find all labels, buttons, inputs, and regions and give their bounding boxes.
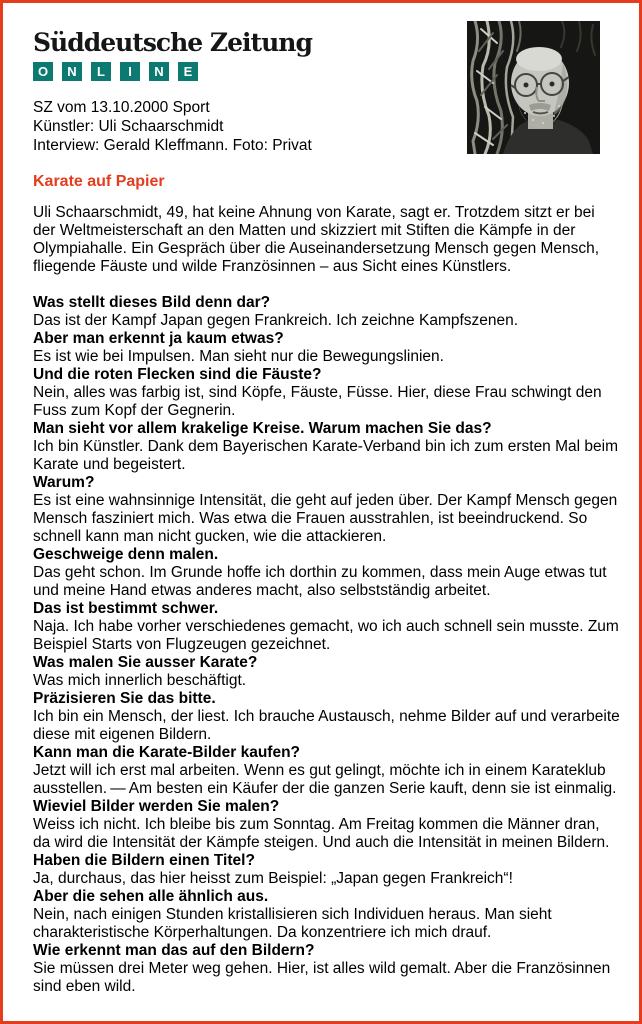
qa-answer: Ich bin Künstler. Dank dem Bayerischen Karate-Verband bin ich zum ersten Mal beim Karate und begeistert. xyxy=(33,438,618,473)
online-letterbox: N xyxy=(149,62,169,81)
online-letterbox: E xyxy=(178,62,198,81)
qa-question: Das ist bestimmt schwer. xyxy=(33,600,219,617)
qa-answer: Jetzt will ich erst mal arbeiten. Wenn es gut gelingt, möchte ich in einem Karateklub ausstellen. — Am besten ein Käufer der die ganzen Serie kauft, denn sie ist einmalig. xyxy=(33,762,617,797)
qa-answer: Ich bin ein Mensch, der liest. Ich brauche Austausch, nehme Bilder auf und verarbeite diese mit eigenen Bildern. xyxy=(33,708,620,743)
qa-question: Warum? xyxy=(33,474,95,491)
qa-question: Geschweige denn malen. xyxy=(33,546,219,563)
qa-list xyxy=(33,294,621,996)
qa-question: Kann man die Karate-Bilder kaufen? xyxy=(33,744,301,761)
qa-answer: Sie müssen drei Meter weg gehen. Hier, ist alles wild gemalt. Aber die Französinnen sind eben wild. xyxy=(33,960,611,995)
qa-question: Aber die sehen alle ähnlich aus. xyxy=(33,888,269,905)
qa-answer: Es ist eine wahnsinnige Intensität, die geht auf jeden über. Der Kampf Mensch gegen Mensch fasziniert mich. Was etwa die Frauen ausstrahlen, ist beeindruckend. So schnell kann man nicht gucken, wie die attackieren. xyxy=(33,492,618,545)
qa-answer: Was mich innerlich beschäftigt. xyxy=(33,672,247,689)
qa-question: Wie erkennt man das auf den Bildern? xyxy=(33,942,315,959)
sz-logo: Süddeutsche Zeitung xyxy=(33,28,312,57)
qa-question: Was malen Sie ausser Karate? xyxy=(33,654,258,671)
qa-answer: Ja, durchaus, das hier heisst zum Beispiel: „Japan gegen Frankreich“! xyxy=(33,870,513,887)
article-title: Karate auf Papier xyxy=(33,173,165,190)
qa-question: Haben die Bildern einen Titel? xyxy=(33,852,255,869)
qa-answer: Das geht schon. Im Grunde hoffe ich dorthin zu kommen, dass mein Auge etwas tut und meine Hand etwas anderes macht, also selbstständig arbeitet. xyxy=(33,564,607,599)
meta-artist: Künstler: Uli Schaarschmidt xyxy=(33,118,224,135)
qa-answer: Weiss ich nicht. Ich bleibe bis zum Sonntag. Am Freitag kommen die Männer dran, da wird die Intensität der Kämpfe steigen. Und auch die Intensität in meinen Bildern. xyxy=(33,816,610,851)
article-intro: Uli Schaarschmidt, 49, hat keine Ahnung von Karate, sagt er. Trotzdem sitzt er bei der Weltmeisterschaft an den Matten und skizziert mit Stiften die Kämpfe in der Olympiahalle. Ein Gespräch über die Auseinandersetzung Mensch gegen Mensch, fliegende Fäuste und wilde Französinnen – aus Sicht eines Künstlers. xyxy=(33,204,600,275)
meta-interview-credit: Interview: Gerald Kleffmann. Foto: Privat xyxy=(33,137,312,154)
online-letterbox: N xyxy=(62,62,82,81)
qa-question: Wieviel Bilder werden Sie malen? xyxy=(33,798,280,815)
qa-question: Aber man erkennt ja kaum etwas? xyxy=(33,330,284,347)
qa-question: Man sieht vor allem krakelige Kreise. Warum machen Sie das? xyxy=(33,420,492,437)
qa-question: Was stellt dieses Bild denn dar? xyxy=(33,294,271,311)
online-letterbox: I xyxy=(120,62,140,81)
online-letterbox: O xyxy=(33,62,53,81)
portrait-photo xyxy=(467,21,600,154)
qa-answer: Das ist der Kampf Japan gegen Frankreich. Ich zeichne Kampfszenen. xyxy=(33,312,519,329)
online-letterbox: L xyxy=(91,62,111,81)
meta-date-section: SZ vom 13.10.2000 Sport xyxy=(33,99,210,116)
qa-answer: Nein, alles was farbig ist, sind Köpfe, Fäuste, Füsse. Hier, diese Frau schwingt den Fuss zum Kopf der Gegnerin. xyxy=(33,384,602,419)
qa-answer: Naja. Ich habe vorher verschiedenes gemacht, wo ich auch schnell sein musste. Zum Beispiel Starts von Flugzeugen gezeichnet. xyxy=(33,618,619,653)
qa-question: Präzisieren Sie das bitte. xyxy=(33,690,216,707)
qa-question: Und die roten Flecken sind die Fäuste? xyxy=(33,366,322,383)
qa-answer: Nein, nach einigen Stunden kristallisieren sich Individuen heraus. Man sieht charakteristische Körperhaltungen. Da konzentriere ich mich drauf. xyxy=(33,906,552,941)
qa-answer: Es ist wie bei Impulsen. Man sieht nur die Bewegungslinien. xyxy=(33,348,444,365)
